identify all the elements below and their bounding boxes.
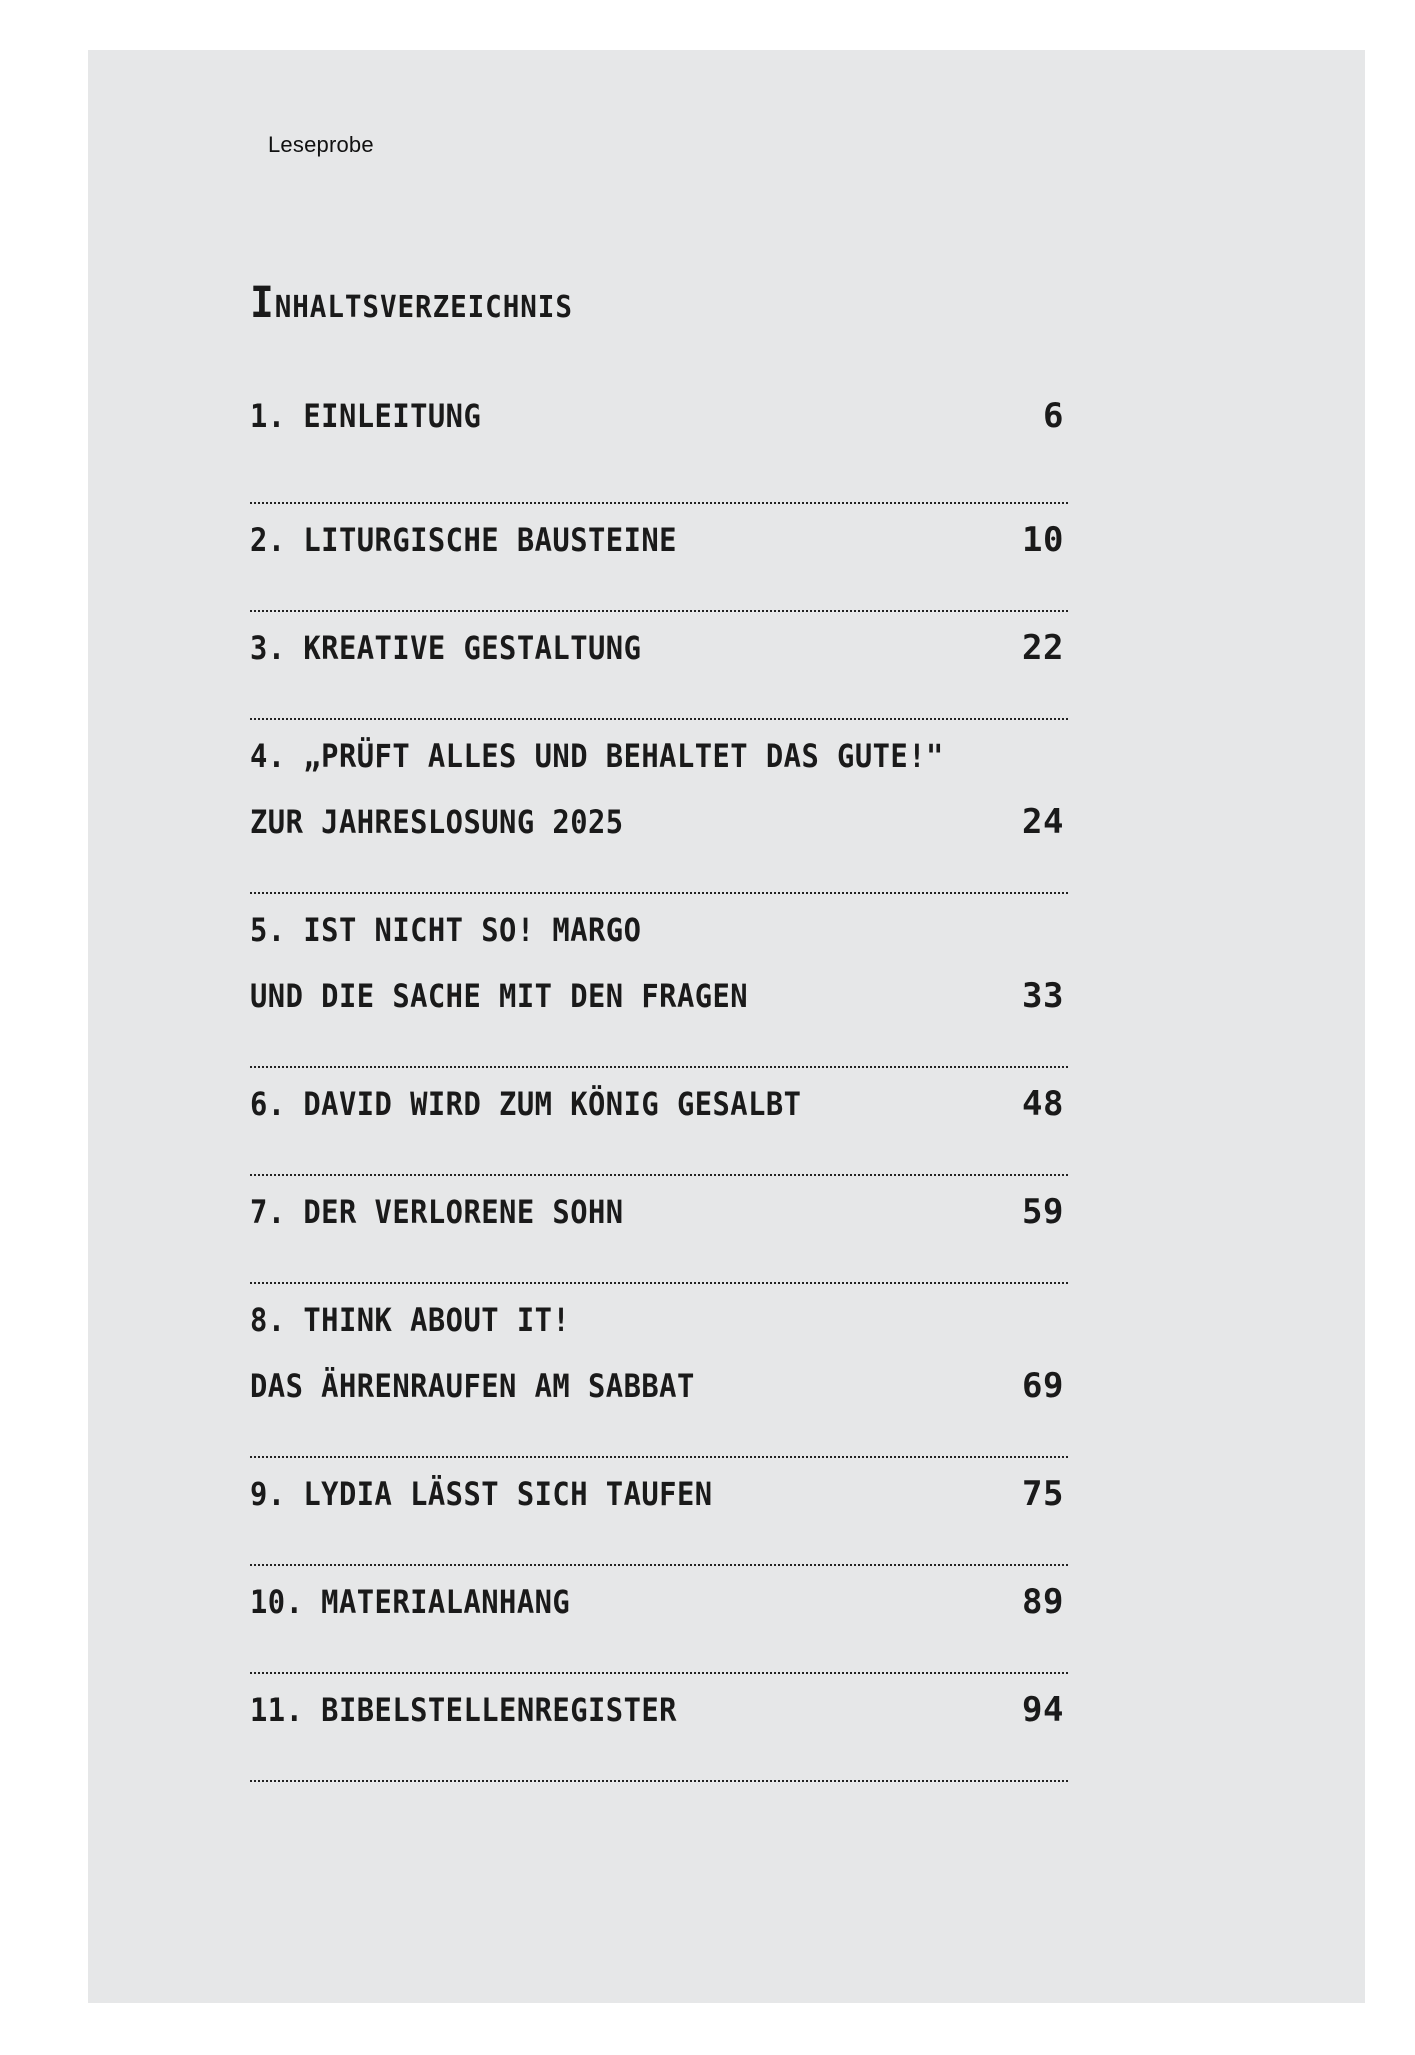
toc-entry-subtitle: ZUR JAHRESLOSUNG 2025 bbox=[250, 803, 624, 841]
toc-entry-page-number: 59 bbox=[1022, 1192, 1064, 1232]
toc-entry-title: 8. THINK ABOUT IT! bbox=[250, 1301, 571, 1339]
toc-entry-title: 10. MATERIALANHANG bbox=[250, 1583, 571, 1621]
toc-entry-jahreslosung bbox=[250, 720, 1068, 894]
toc-entry-title: 1. EINLEITUNG bbox=[250, 397, 482, 435]
toc-entry-subtitle: UND DIE SACHE MIT DEN FRAGEN bbox=[250, 977, 749, 1015]
toc-entry-title: 3. KREATIVE GESTALTUNG bbox=[250, 629, 642, 667]
toc-entry-page-number: 89 bbox=[1022, 1582, 1064, 1622]
toc-entry-title: 11. BIBELSTELLENREGISTER bbox=[250, 1691, 677, 1729]
toc-entry-liturgische-bausteine bbox=[250, 504, 1068, 612]
toc-entry-materialanhang bbox=[250, 1566, 1068, 1674]
toc-entry-lydia bbox=[250, 1458, 1068, 1566]
toc-entry-title: 4. „PRÜFT ALLES UND BEHALTET DAS GUTE!" bbox=[250, 737, 944, 775]
document-page bbox=[88, 50, 1365, 2003]
toc-entry-title: 6. DAVID WIRD ZUM KÖNIG GESALBT bbox=[250, 1085, 802, 1123]
toc-entry-page-number: 10 bbox=[1022, 520, 1064, 560]
toc-entry-page-number: 22 bbox=[1022, 628, 1064, 668]
toc-entry-verlorene-sohn bbox=[250, 1176, 1068, 1284]
toc-entry-page-number: 24 bbox=[1022, 802, 1064, 842]
toc-entry-page-number: 69 bbox=[1022, 1366, 1064, 1406]
toc-entry-einleitung bbox=[250, 396, 1068, 504]
toc-entry-david bbox=[250, 1068, 1068, 1176]
toc-entry-subtitle: DAS ÄHRENRAUFEN AM SABBAT bbox=[250, 1367, 695, 1405]
toc-entry-margo bbox=[250, 894, 1068, 1068]
toc-entry-title: 7. DER VERLORENE SOHN bbox=[250, 1193, 624, 1231]
toc-entry-title: 5. IST NICHT SO! MARGO bbox=[250, 911, 642, 949]
toc-entry-page-number: 33 bbox=[1022, 976, 1064, 1016]
toc-entry-title: 2. LITURGISCHE BAUSTEINE bbox=[250, 521, 677, 559]
toc-entry-page-number: 75 bbox=[1022, 1474, 1064, 1514]
toc-entry-think-about-it bbox=[250, 1284, 1068, 1458]
toc-entry-page-number: 94 bbox=[1022, 1690, 1064, 1730]
toc-entry-page-number: 48 bbox=[1022, 1084, 1064, 1124]
toc-entry-page-number: 6 bbox=[1043, 396, 1064, 436]
toc-list bbox=[250, 396, 1068, 1782]
toc-entry-bibelstellenregister bbox=[250, 1674, 1068, 1782]
toc-title: Inhaltsverzeichnis bbox=[250, 278, 573, 328]
toc-entry-kreative-gestaltung bbox=[250, 612, 1068, 720]
toc-entry-title: 9. LYDIA LÄSST SICH TAUFEN bbox=[250, 1475, 713, 1513]
page-kicker: Leseprobe bbox=[268, 132, 374, 157]
